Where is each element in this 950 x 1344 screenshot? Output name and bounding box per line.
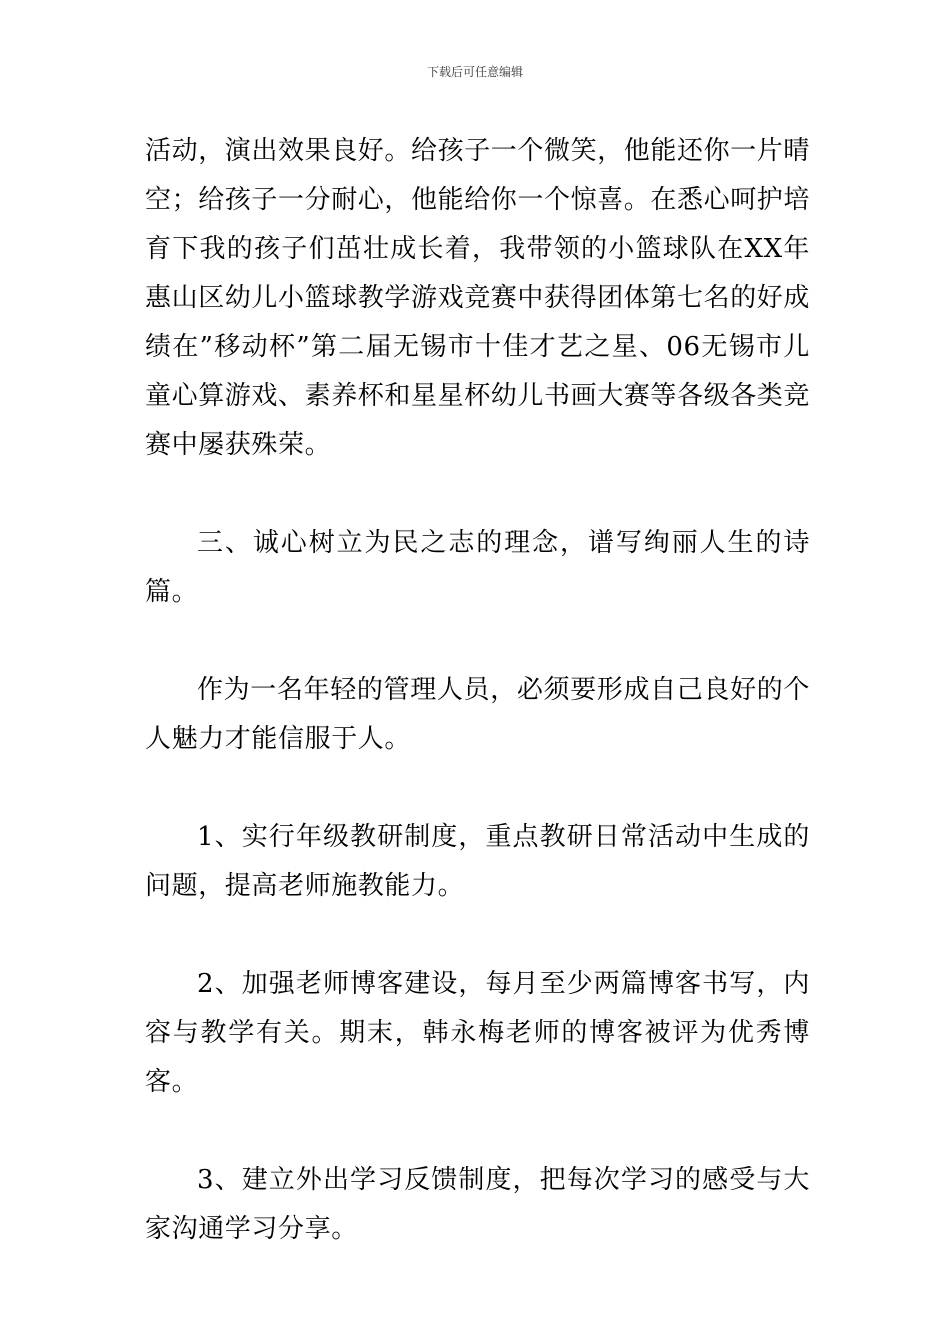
document-body bbox=[145, 127, 810, 1254]
paragraph-3: 作为一名年轻的管理人员，必须要形成自己良好的个人魅力才能信服于人。 bbox=[145, 675, 810, 754]
paragraph-2-section-heading: 三、诚心树立为民之志的理念，谱写绚丽人生的诗篇。 bbox=[145, 528, 810, 607]
paragraph-6-item-3: 3、建立外出学习反馈制度，把每次学习的感受与大家沟通学习分享。 bbox=[145, 1165, 810, 1244]
page-header: 下载后可任意编辑 bbox=[426, 65, 523, 79]
paragraph-4-item-1: 1、实行年级教研制度，重点教研日常活动中生成的问题，提高老师施教能力。 bbox=[145, 822, 810, 901]
paragraph-1: 活动，演出效果良好。给孩子一个微笑，他能还你一片晴空；给孩子一分耐心，他能给你一个惊喜。在悉心呵护培育下我的孩子们茁壮成长着，我带领的小篮球队在XX年惠山区幼儿小篮球教学游戏竞赛中获得团体第七名的好成绩在”移动杯”第二届无锡市十佳才艺之星、06无锡市儿童心算游戏、素养杯和星星杯幼儿书画大赛等各级各类竞赛中屡获殊荣。 bbox=[145, 136, 811, 460]
paragraph-5-item-2: 2、加强老师博客建设，每月至少两篇博客书写，内容与教学有关。期末，韩永梅老师的博客被评为优秀博客。 bbox=[145, 969, 810, 1097]
